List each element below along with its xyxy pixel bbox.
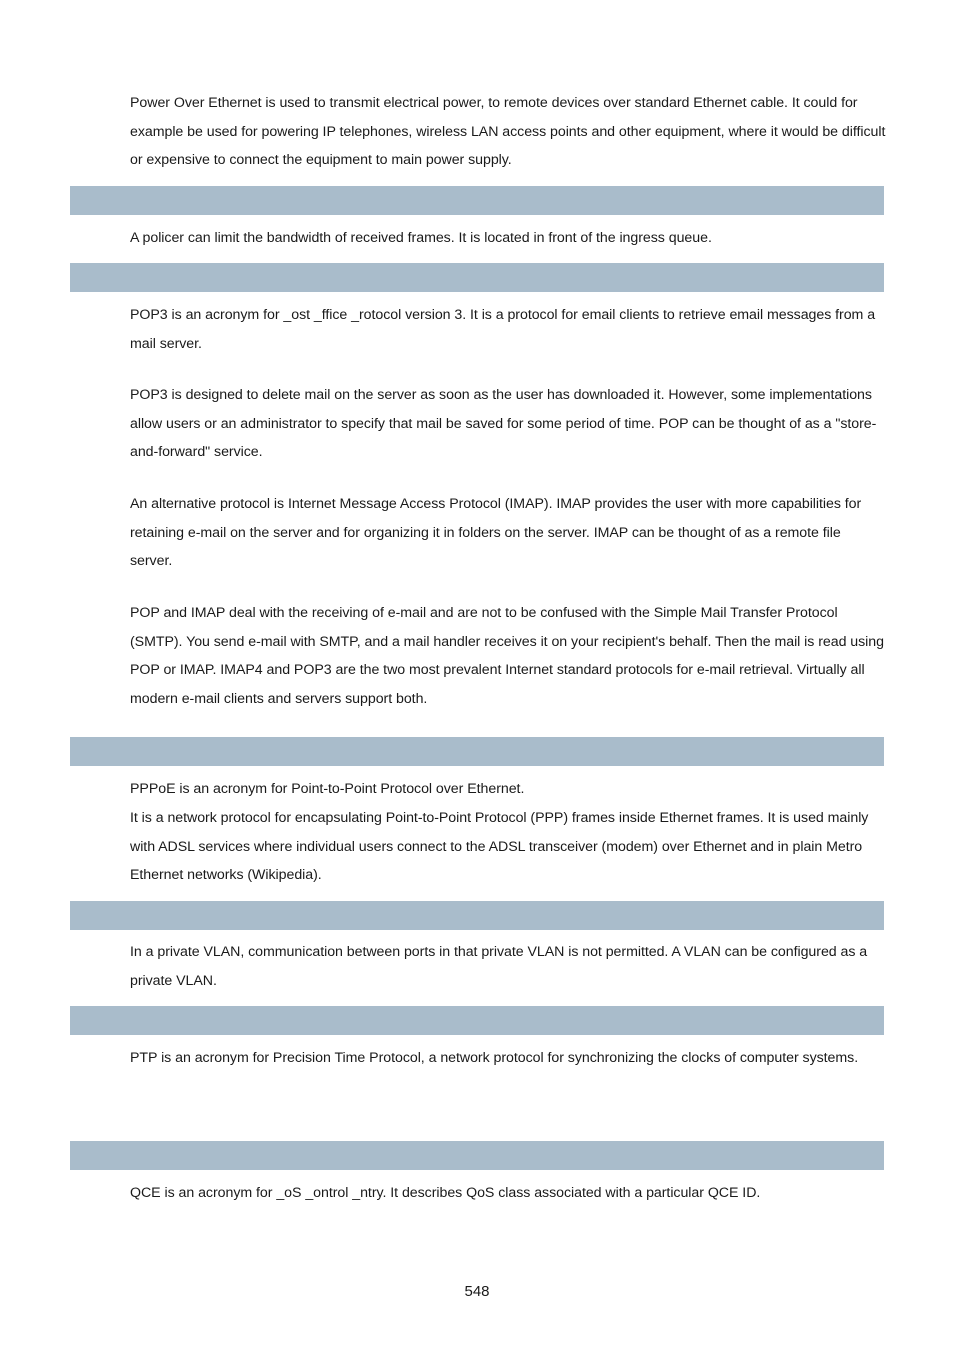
section-bar-ptp xyxy=(70,1006,884,1035)
page-number: 548 xyxy=(464,1283,490,1300)
policer-paragraph: A policer can limit the bandwidth of received frames. It is located in front of the ingress queue. xyxy=(130,230,712,246)
qce-paragraph: QCE is an acronym for _oS _ontrol _ntry. It describes QoS class associated with a particular QCE ID. xyxy=(130,1185,761,1201)
pop3-paragraph-1: POP3 is an acronym for _ost _ffice _rotocol version 3. It is a protocol for email clients to retrieve email messages from a mail server. xyxy=(130,307,876,352)
section-bar-qce xyxy=(70,1141,884,1170)
section-bar-pop3 xyxy=(70,263,884,292)
section-bar-private-vlan xyxy=(70,901,884,930)
pop3-paragraph-2: POP3 is designed to delete mail on the server as soon as the user has downloaded it. However, some implementations allow users or an administrator to specify that mail be saved for some period of time. POP can be thought of as a "store-and-forward" service. xyxy=(130,387,877,461)
ptp-paragraph: PTP is an acronym for Precision Time Protocol, a network protocol for synchronizing the clocks of computer systems. xyxy=(130,1050,859,1066)
pop3-paragraph-4: POP and IMAP deal with the receiving of e-mail and are not to be confused with the Simple Mail Transfer Protocol (SMTP). You send e-mail with SMTP, and a mail handler receives it on your recipient's behalf. Then the mail is read using POP or IMAP. IMAP4 and POP3 are the two most prevalent Internet standard protocols for e-mail retrieval. Virtually all modern e-mail clients and servers support both. xyxy=(130,605,884,708)
pppoe-paragraph-2: It is a network protocol for encapsulating Point-to-Point Protocol (PPP) frames inside Ethernet frames. It is used mainly with ADSL services where individual users connect to the ADSL transceiver (modem) over Ethernet and in plain Metro Ethernet networks (Wikipedia). xyxy=(130,810,869,884)
private-vlan-paragraph: In a private VLAN, communication between ports in that private VLAN is not permitted. A VLAN can be configured as a private VLAN. xyxy=(130,944,868,989)
section-bar-pppoe xyxy=(70,737,884,766)
poe-paragraph: Power Over Ethernet is used to transmit electrical power, to remote devices over standard Ethernet cable. It could for example be used for powering IP telephones, wireless LAN access points and other equipment, where it would be difficult or expensive to connect the equipment to main power supply. xyxy=(130,95,886,169)
pop3-paragraph-3: An alternative protocol is Internet Message Access Protocol (IMAP). IMAP provides the user with more capabilities for retaining e-mail on the server and for organizing it in folders on the server. IMAP can be thought of as a remote file server. xyxy=(130,496,862,570)
section-bar-policer xyxy=(70,186,884,215)
pppoe-paragraph-1: PPPoE is an acronym for Point-to-Point Protocol over Ethernet. xyxy=(130,781,525,797)
